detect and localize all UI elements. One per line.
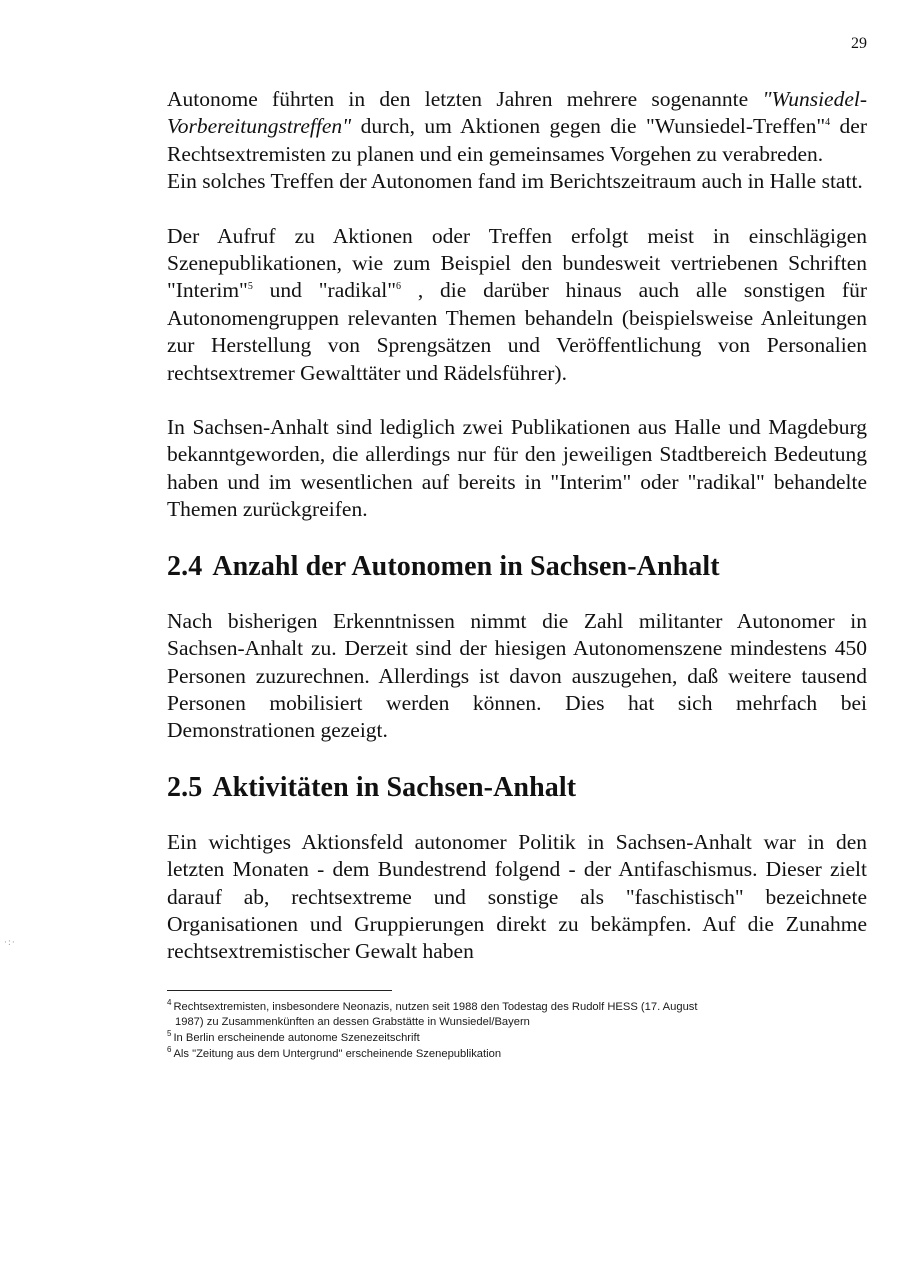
footnotes — [167, 1000, 867, 1062]
footnote-ref-6[interactable]: 6 — [396, 281, 402, 293]
paragraph-text: durch, um Aktionen gegen die "Wunsiedel-Treffen" — [351, 114, 826, 139]
footnote-text: In Berlin erscheinende autonome Szenezeitschrift — [173, 1031, 420, 1044]
paragraph-text: Der Aufruf zu Aktionen oder Treffen erfolgt meist in einschlägigen Szenepublikationen, wie zum Beispiel den bundesweit vertriebenen Schriften "Interim" — [167, 223, 867, 303]
footnote-text: Als "Zeitung aus dem Untergrund" erscheinende Szenepublikation — [173, 1047, 502, 1060]
footnote-mark: 4 — [167, 998, 172, 1008]
paragraph-wunsiedel-meetings — [167, 86, 867, 168]
term-wunsiedel-vorbereitungstreffen: "Wunsiedel-Vorbereitungstreffen" — [167, 87, 868, 139]
footnote-5 — [167, 1031, 867, 1047]
footnote-text: Rechtsextremisten, insbesondere Neonazis, nutzen seit 1988 den Todestag des Rudolf HESS (17. August — [173, 1000, 698, 1013]
paragraph-text: , die darüber hinaus auch alle sonstigen für Autonomengruppen relevanten Themen behandeln (beispielsweise Anleitungen zur Herstellung von Sprengsätzen und Veröffentlichung von Personalien rechtsextremer Gewalttäter und Rädelsführer). — [167, 278, 868, 385]
footnote-text: 1987) zu Zusammenkünften an dessen Grabstätte in Wunsiedel/Bayern — [175, 1016, 530, 1029]
section-heading-2-4 — [167, 550, 867, 584]
section-title: Anzahl der Autonomen in Sachsen-Anhalt — [212, 550, 720, 582]
section-number: 2.4 — [167, 550, 203, 582]
page-number: 29 — [851, 35, 867, 52]
footnote-6 — [167, 1044, 867, 1063]
paragraph-antifascism: Ein wichtiges Aktionsfeld autonomer Politik in Sachsen-Anhalt war in den letzten Monaten - dem Bundestrend folgend - der Antifaschismus. Dieser zielt darauf ab, rechtsextreme und sonstige als "faschistisch" bezeichnete Organisationen und Gruppierungen direkt zu bekämpfen. Auf die Zunahme rechtsextremistischer Gewalt haben — [167, 829, 867, 964]
page-content — [167, 86, 867, 1062]
section-number: 2.5 — [167, 771, 203, 803]
section-title: Aktivitäten in Sachsen-Anhalt — [212, 771, 577, 803]
paragraph-text: und "radikal" — [252, 278, 397, 303]
footnote-ref-4[interactable]: 4 — [825, 117, 831, 129]
paragraph-local-publications: In Sachsen-Anhalt sind lediglich zwei Publikationen aus Halle und Magdeburg bekanntgeworden, die allerdings nur für den jeweiligen Stadtbereich Bedeutung haben und im wesentlichen auf bereits in "Interim" oder "radikal" behandelte Themen zurückgreifen. — [167, 415, 867, 522]
footnote-divider — [167, 990, 392, 991]
footnote-mark: 6 — [167, 1044, 172, 1054]
paragraph-scene-publications — [167, 223, 867, 387]
paragraph-autonomous-count: Nach bisherigen Erkenntnissen nimmt die Zahl militanter Autonomer in Sachsen-Anhalt zu. Derzeit sind der hiesigen Autonomenszene mindestens 450 Personen zuzurechnen. Allerdings ist davon auszugehen, daß weitere tausend Personen mobilisiert werden können. Dies hat sich mehrfach bei Demonstrationen gezeigt. — [167, 608, 867, 743]
paragraph-halle-meeting: Ein solches Treffen der Autonomen fand im Berichtszeitraum auch in Halle statt. — [167, 169, 863, 194]
paragraph-text: Autonome führten in den letzten Jahren mehrere sogenannte — [167, 87, 749, 111]
footnote-ref-5[interactable]: 5 — [247, 281, 253, 293]
footnote-4 — [167, 1000, 867, 1031]
section-heading-2-5 — [167, 771, 867, 805]
paragraph-text: der Rechtsextremisten zu planen und ein gemeinsames Vorgehen zu verabreden. — [167, 114, 867, 166]
margin-scan-mark: ·:· — [4, 938, 16, 948]
footnote-mark: 5 — [167, 1029, 172, 1039]
